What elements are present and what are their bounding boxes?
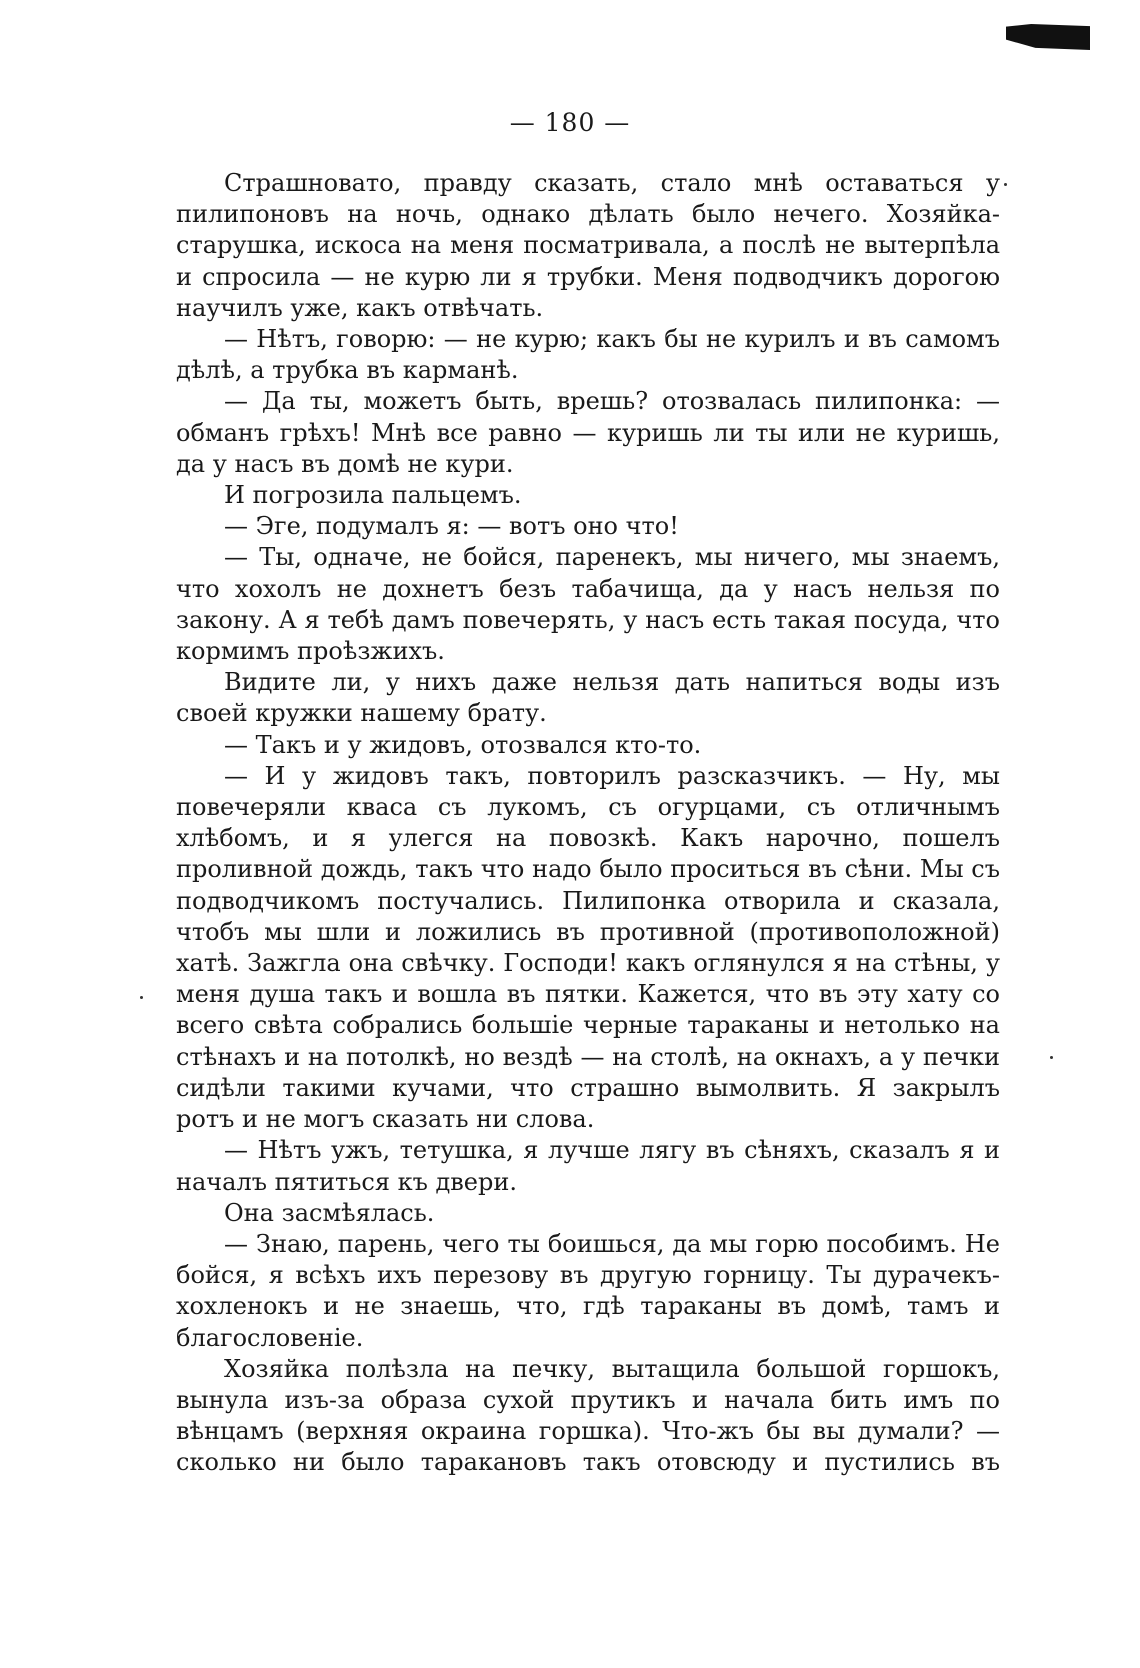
body-text <box>176 168 1000 1479</box>
paragraph: И погрозила пальцемъ. <box>224 481 522 510</box>
scan-artifact-mark <box>1006 24 1090 50</box>
paragraph: — Нѣтъ, говорю: — не курю; какъ бы не курилъ и въ самомъ дѣлѣ, а трубка въ карманѣ. <box>176 325 1000 385</box>
paragraph: — Ты, одначе, не бойся, паренекъ, мы ничего, мы знаемъ, что хохолъ не дохнетъ безъ табачища, да у насъ нельзя по закону. А я тебѣ дамъ повечерять, у насъ есть такая посуда, что кормимъ проѣзжихъ. <box>176 543 1000 666</box>
paragraph: — Эге, подумалъ я: — вотъ оно что! <box>224 512 679 541</box>
scan-speck <box>1050 1056 1053 1059</box>
scan-speck <box>140 996 143 999</box>
paragraph: — Знаю, парень, чего ты боишься, да мы горю пособимъ. Не бойся, я всѣхъ ихъ перезову въ другую горницу. Ты дурачекъ-хохленокъ и не знаешь, что, гдѣ тараканы въ домѣ, тамъ и благословеніе. <box>176 1229 1000 1352</box>
paragraph: — Да ты, можетъ быть, врешь? отозвалась пилипонка: — обманъ грѣхъ! Мнѣ все равно — куришь ли ты или не куришь, да у насъ въ домѣ не кури. <box>176 387 1000 478</box>
paragraph: — Такъ и у жидовъ, отозвался кто-то. <box>224 730 702 759</box>
paragraph: — И у жидовъ такъ, повторилъ разсказчикъ. — Ну, мы повечеряли кваса съ лукомъ, съ огурцами, съ отличнымъ хлѣбомъ, и я улегся на повозкѣ. Какъ нарочно, пошелъ проливной дождь, такъ что надо было проситься въ сѣни. Мы съ подводчикомъ постучались. Пилипонка отворила и сказала, чтобъ мы шли и ложились въ противной (противоположной) хатѣ. Зажгла она свѣчку. Господи! какъ оглянулся я на стѣны, у меня душа такъ и вошла въ пятки. Кажется, что въ эту хату со всего свѣта собрались большіе черные тараканы и нетолько на стѣнахъ и на потолкѣ, но вездѣ — на столѣ, на окнахъ, а у печки сидѣли такими кучами, что страшно вымолвить. Я закрылъ ротъ и не могъ сказать ни слова. <box>176 761 1000 1134</box>
paragraph: Видите ли, у нихъ даже нельзя дать напиться воды изъ своей кружки нашему брату. <box>176 668 1000 728</box>
paragraph: Страшновато, правду сказать, стало мнѣ оставаться у пилипоновъ на ночь, однако дѣлать было нечего. Хозяйка-старушка, искоса на меня посматривала, а послѣ не вытерпѣла и спросила — не курю ли я трубки. Меня подводчикъ дорогою научилъ уже, какъ отвѣчать. <box>176 169 1000 322</box>
page-number: — 180 — <box>509 108 631 137</box>
paragraph: Она засмѣялась. <box>224 1198 435 1227</box>
paragraph: — Нѣтъ ужъ, тетушка, я лучше лягу въ сѣняхъ, сказалъ я и началъ пятиться къ двери. <box>176 1136 1000 1196</box>
paragraph-continued: Хозяйка полѣзла на печку, вытащила большой горшокъ, вынула изъ-за образа сухой прутикъ и начала бить имъ по вѣнцамъ (верхняя окраина горшка). Что-жъ бы вы думали? — сколько ни было таракановъ такъ отовсюду и пустились въ <box>176 1354 1000 1477</box>
scan-speck <box>1004 183 1007 186</box>
